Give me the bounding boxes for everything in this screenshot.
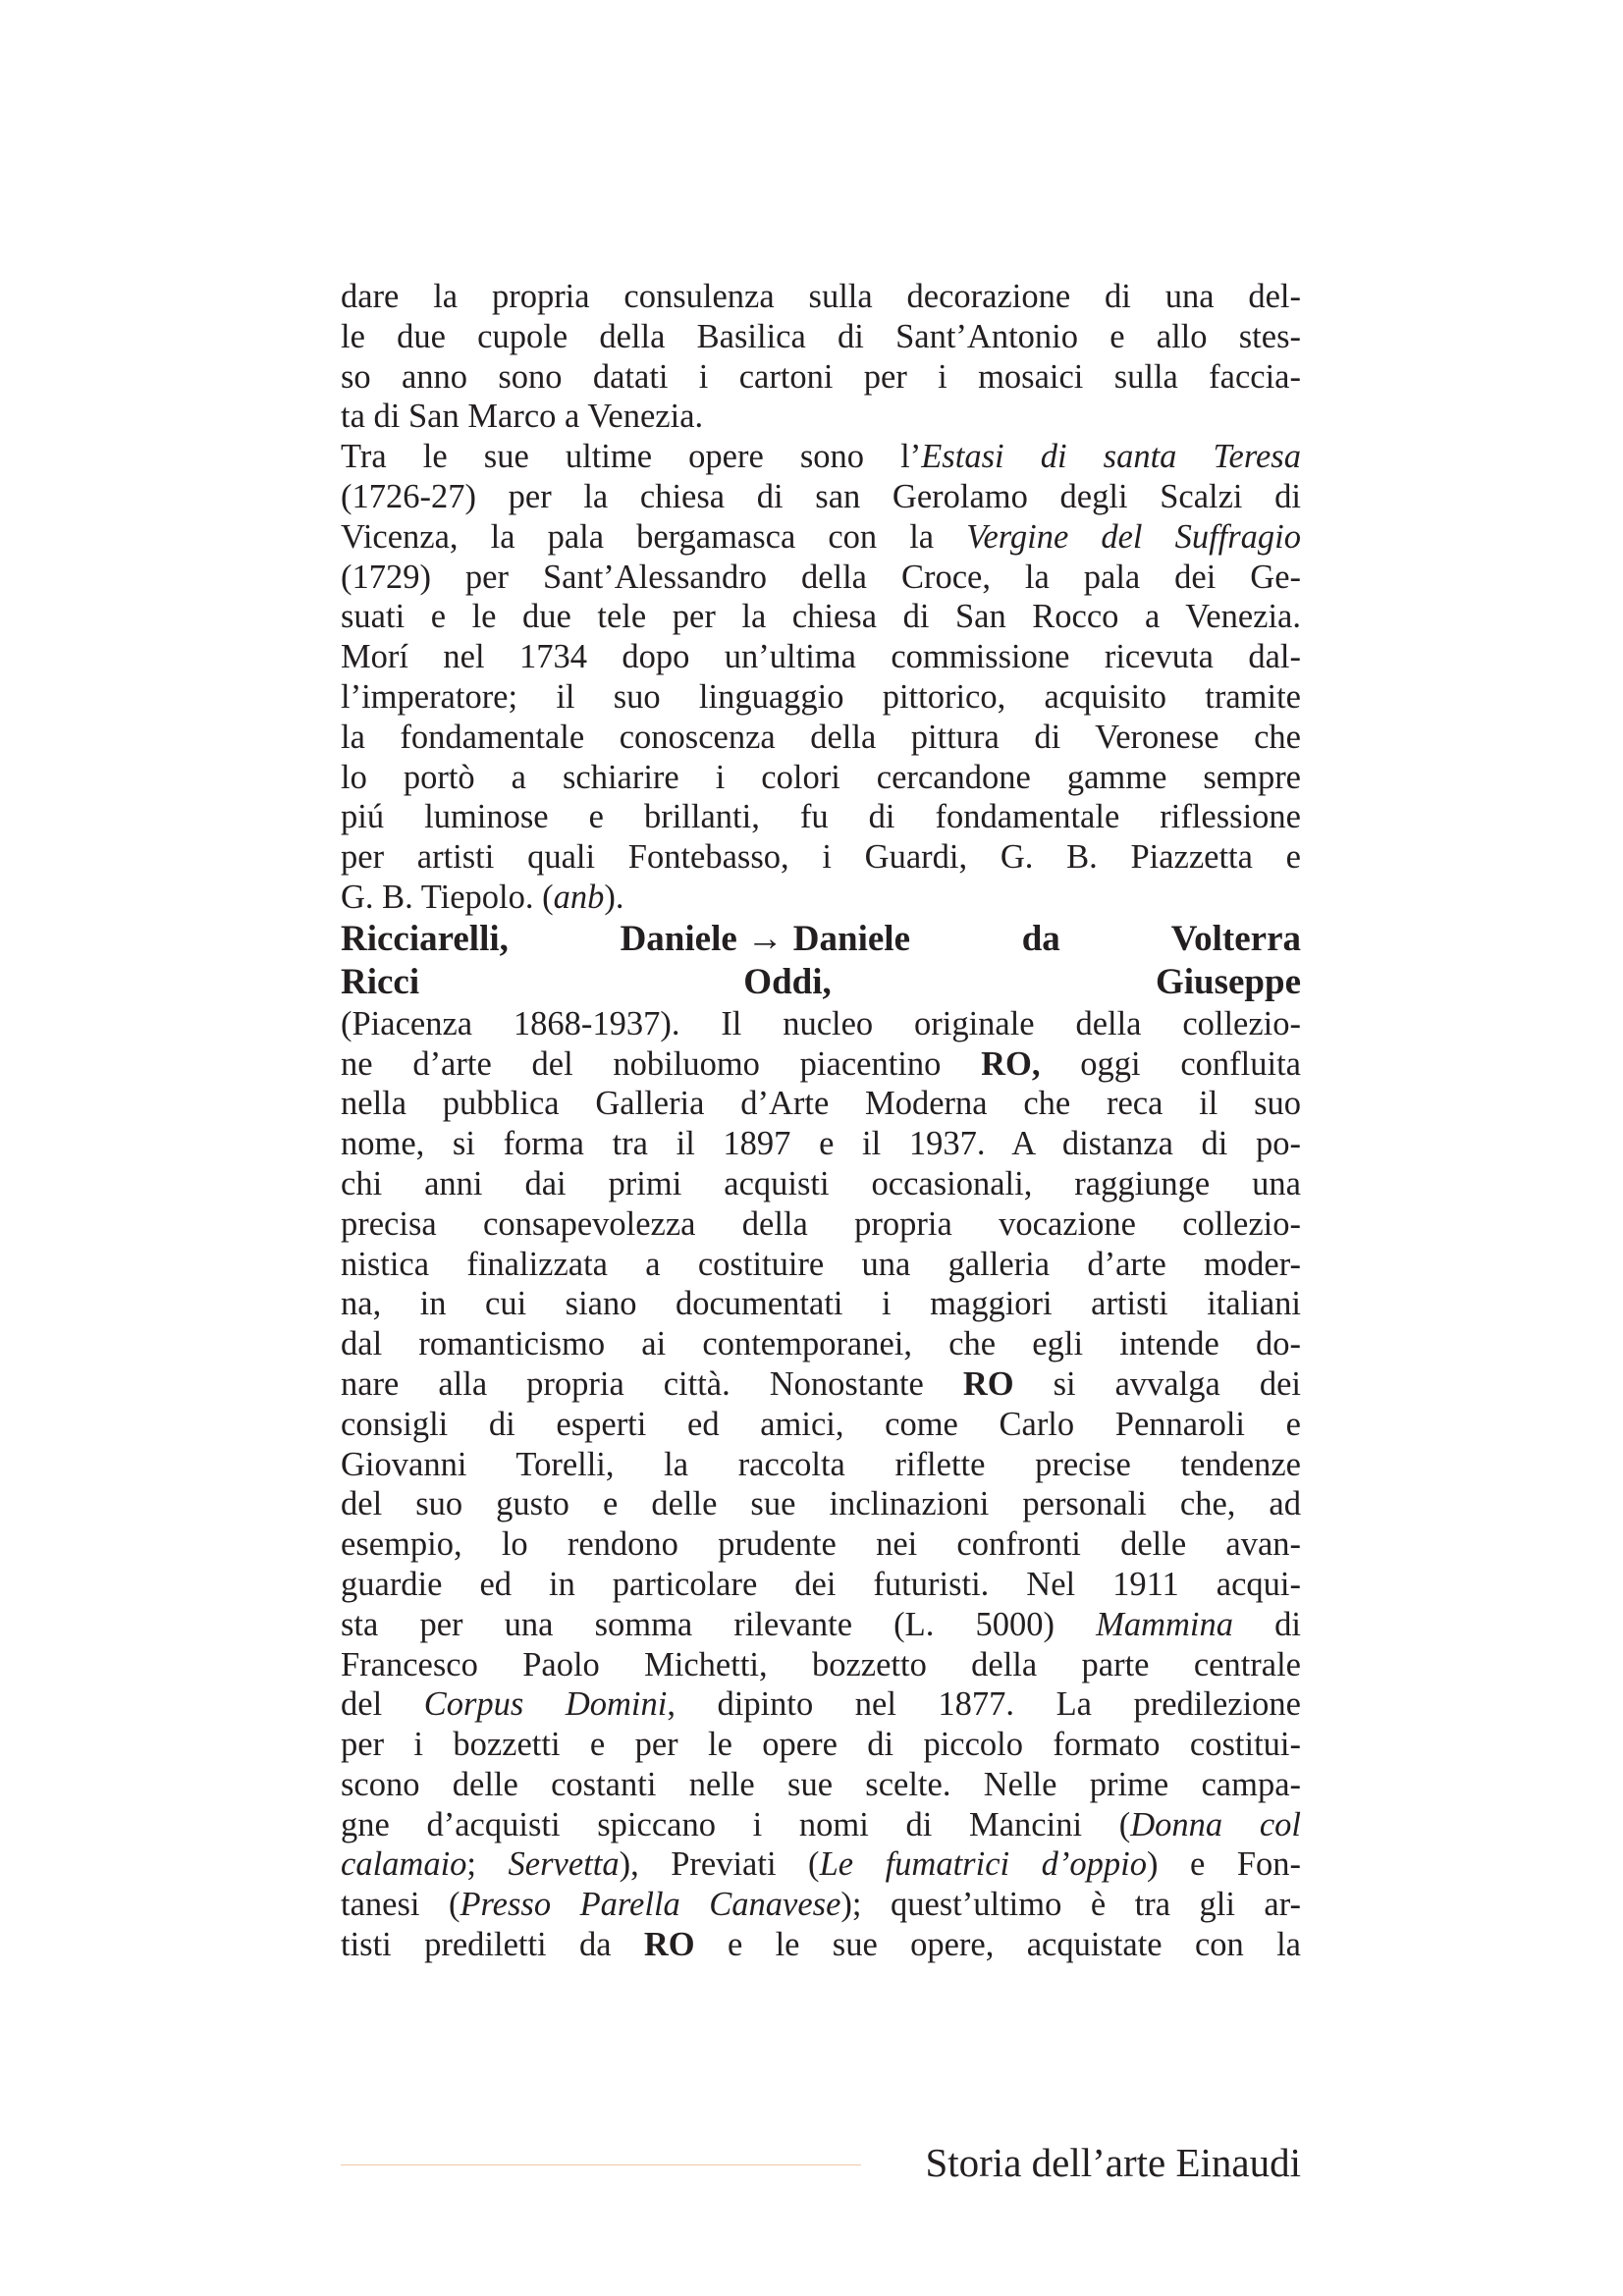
text-line — [341, 1645, 1301, 1685]
text-span: si avvalga dei — [1013, 1364, 1301, 1403]
italic-text: Presso Parella Canavese — [460, 1886, 841, 1924]
text-line — [341, 677, 1301, 718]
bold-text: RO — [962, 1364, 1014, 1403]
entry-body — [341, 1004, 1301, 1965]
text-span: di — [1233, 1605, 1301, 1643]
text-line — [341, 477, 1301, 517]
text-span: consigli di esperti ed amici, come Carlo Pennaroli e — [341, 1405, 1301, 1443]
text-line — [341, 1484, 1301, 1524]
text-line — [341, 1004, 1301, 1044]
text-span: tanesi ( — [341, 1886, 460, 1924]
text-line — [341, 1364, 1301, 1405]
bold-text: RO — [643, 1926, 695, 1964]
text-line — [341, 1925, 1301, 1965]
text-span: piú luminose e brillanti, fu di fondamentale riflessione — [341, 798, 1301, 836]
text-line — [341, 1885, 1301, 1925]
cross-reference-to: Daniele da Volterra — [792, 918, 1301, 959]
text-span: ; — [466, 1845, 509, 1884]
text-line — [341, 1765, 1301, 1805]
text-line — [341, 277, 1301, 317]
footer-rule — [341, 2164, 861, 2165]
italic-text: Donna col — [1130, 1805, 1301, 1843]
text-span: so anno sono datati i cartoni per i mosaici sulla faccia- — [341, 357, 1301, 396]
text-span: precisa consapevolezza della propria vocazione collezio- — [341, 1204, 1301, 1243]
text-span: del — [341, 1685, 424, 1724]
text-span: ), Previati ( — [619, 1845, 820, 1884]
italic-text: Mammina — [1096, 1605, 1234, 1643]
italic-text: Estasi di santa Teresa — [921, 438, 1301, 476]
text-span: nome, si forma tra il 1897 e il 1937. A distanza di po- — [341, 1125, 1301, 1163]
text-line — [341, 797, 1301, 837]
entry-heading: Ricci Oddi, Giuseppe — [341, 961, 1301, 1002]
text-span: ) e Fon- — [1146, 1845, 1301, 1884]
text-line — [341, 397, 1301, 437]
text-line — [341, 437, 1301, 477]
text-line — [341, 357, 1301, 398]
bold-text: RO, — [981, 1044, 1041, 1083]
italic-text: Servetta — [508, 1845, 620, 1884]
text-span: Morí nel 1734 dopo un’ultima commissione ricevuta dal- — [341, 638, 1301, 676]
text-line — [341, 1445, 1301, 1485]
text-span: la fondamentale conoscenza della pittura di Veronese che — [341, 718, 1301, 756]
text-line — [341, 1124, 1301, 1164]
text-span: scono delle costanti nelle sue scelte. Nelle prime campa- — [341, 1765, 1301, 1803]
text-span: (Piacenza 1868-1937). Il nucleo originale della collezio- — [341, 1004, 1301, 1042]
text-span: nella pubblica Galleria d’Arte Moderna che reca il suo — [341, 1085, 1301, 1123]
text-line — [341, 1844, 1301, 1885]
text-span: esempio, lo rendono prudente nei confronti delle avan- — [341, 1525, 1301, 1564]
text-line — [341, 1684, 1301, 1725]
text-span: ); quest’ultimo è tra gli ar- — [840, 1886, 1301, 1924]
text-span: , dipinto nel 1877. La predilezione — [667, 1685, 1301, 1724]
text-line — [341, 637, 1301, 677]
text-line — [341, 718, 1301, 758]
italic-text: Vergine del Suffragio — [966, 517, 1301, 556]
cross-reference — [341, 918, 1301, 961]
text-line — [341, 1284, 1301, 1324]
text-line — [341, 1324, 1301, 1364]
text-span: le due cupole della Basilica di Sant’Antonio e allo stes- — [341, 317, 1301, 355]
text-line — [341, 317, 1301, 357]
text-span: Vicenza, la pala bergamasca con la — [341, 517, 967, 556]
text-span: G. B. Tiepolo. ( — [341, 878, 554, 916]
text-span: na, in cui siano documentati i maggiori artisti italiani — [341, 1285, 1301, 1323]
text-line — [341, 1725, 1301, 1765]
arrow-icon: → — [746, 918, 784, 959]
text-column — [341, 277, 1301, 1965]
text-span: Giovanni Torelli, la raccolta riflette precise tendenze — [341, 1445, 1301, 1483]
text-span: gne d’acquisti spiccano i nomi di Mancini ( — [341, 1805, 1131, 1843]
text-span: dare la propria consulenza sulla decorazione di una del- — [341, 278, 1301, 315]
text-line — [341, 517, 1301, 558]
text-span: oggi confluita — [1040, 1044, 1301, 1083]
text-line — [341, 1245, 1301, 1285]
cross-reference-from: Ricciarelli, Daniele — [341, 918, 737, 959]
text-span: ne d’arte del nobiluomo piacentino — [341, 1044, 982, 1083]
text-span: chi anni dai primi acquisti occasionali, raggiunge una — [341, 1164, 1301, 1202]
entry-continuation — [341, 277, 1301, 918]
text-span: suati e le due tele per la chiesa di San Rocco a Venezia. — [341, 598, 1301, 636]
italic-text: anb — [553, 878, 605, 916]
text-line — [341, 1204, 1301, 1245]
text-span: guardie ed in particolare dei futuristi. Nel 1911 acqui- — [341, 1565, 1301, 1603]
text-line — [341, 1524, 1301, 1565]
text-line — [341, 1405, 1301, 1445]
text-span: Francesco Paolo Michetti, bozzetto della parte centrale — [341, 1645, 1301, 1683]
text-line — [341, 1605, 1301, 1645]
text-span: per i bozzetti e per le opere di piccolo formato costitui- — [341, 1726, 1301, 1764]
text-span: ta di San Marco a Venezia. — [341, 398, 704, 436]
text-span: del suo gusto e delle sue inclinazioni personali che, ad — [341, 1485, 1301, 1523]
italic-text: Le fumatrici d’oppio — [819, 1845, 1147, 1884]
italic-text: calamaio — [341, 1845, 467, 1884]
text-line — [341, 1565, 1301, 1605]
text-line — [341, 1084, 1301, 1124]
text-line — [341, 1044, 1301, 1085]
text-span: (1729) per Sant’Alessandro della Croce, la pala dei Ge- — [341, 558, 1301, 596]
text-span: nare alla propria città. Nonostante — [341, 1364, 963, 1403]
text-line — [341, 597, 1301, 637]
italic-text: Corpus Domini — [423, 1685, 668, 1724]
text-span: lo portò a schiarire i colori cercandone gamme sempre — [341, 758, 1301, 796]
text-span: (1726-27) per la chiesa di san Gerolamo degli Scalzi di — [341, 477, 1301, 515]
text-span: Tra le sue ultime opere sono l’ — [341, 438, 922, 476]
text-line — [341, 558, 1301, 598]
text-span: per artisti quali Fontebasso, i Guardi, G. B. Piazzetta e — [341, 838, 1301, 877]
text-line — [341, 837, 1301, 878]
text-line — [341, 1805, 1301, 1845]
text-line — [341, 1164, 1301, 1204]
text-line — [341, 878, 1301, 918]
footer-title: Storia dell’arte Einaudi — [925, 2140, 1301, 2185]
text-span: tisti prediletti da — [341, 1926, 644, 1964]
text-span: l’imperatore; il suo linguaggio pittorico, acquisito tramite — [341, 677, 1301, 716]
text-line — [341, 758, 1301, 798]
text-span: dal romanticismo ai contemporanei, che egli intende do- — [341, 1325, 1301, 1363]
text-span: sta per una somma rilevante (L. 5000) — [341, 1605, 1097, 1643]
text-span: ). — [604, 878, 624, 916]
text-span: e le sue opere, acquistate con la — [694, 1926, 1301, 1964]
text-span: nistica finalizzata a costituire una galleria d’arte moder- — [341, 1245, 1301, 1283]
